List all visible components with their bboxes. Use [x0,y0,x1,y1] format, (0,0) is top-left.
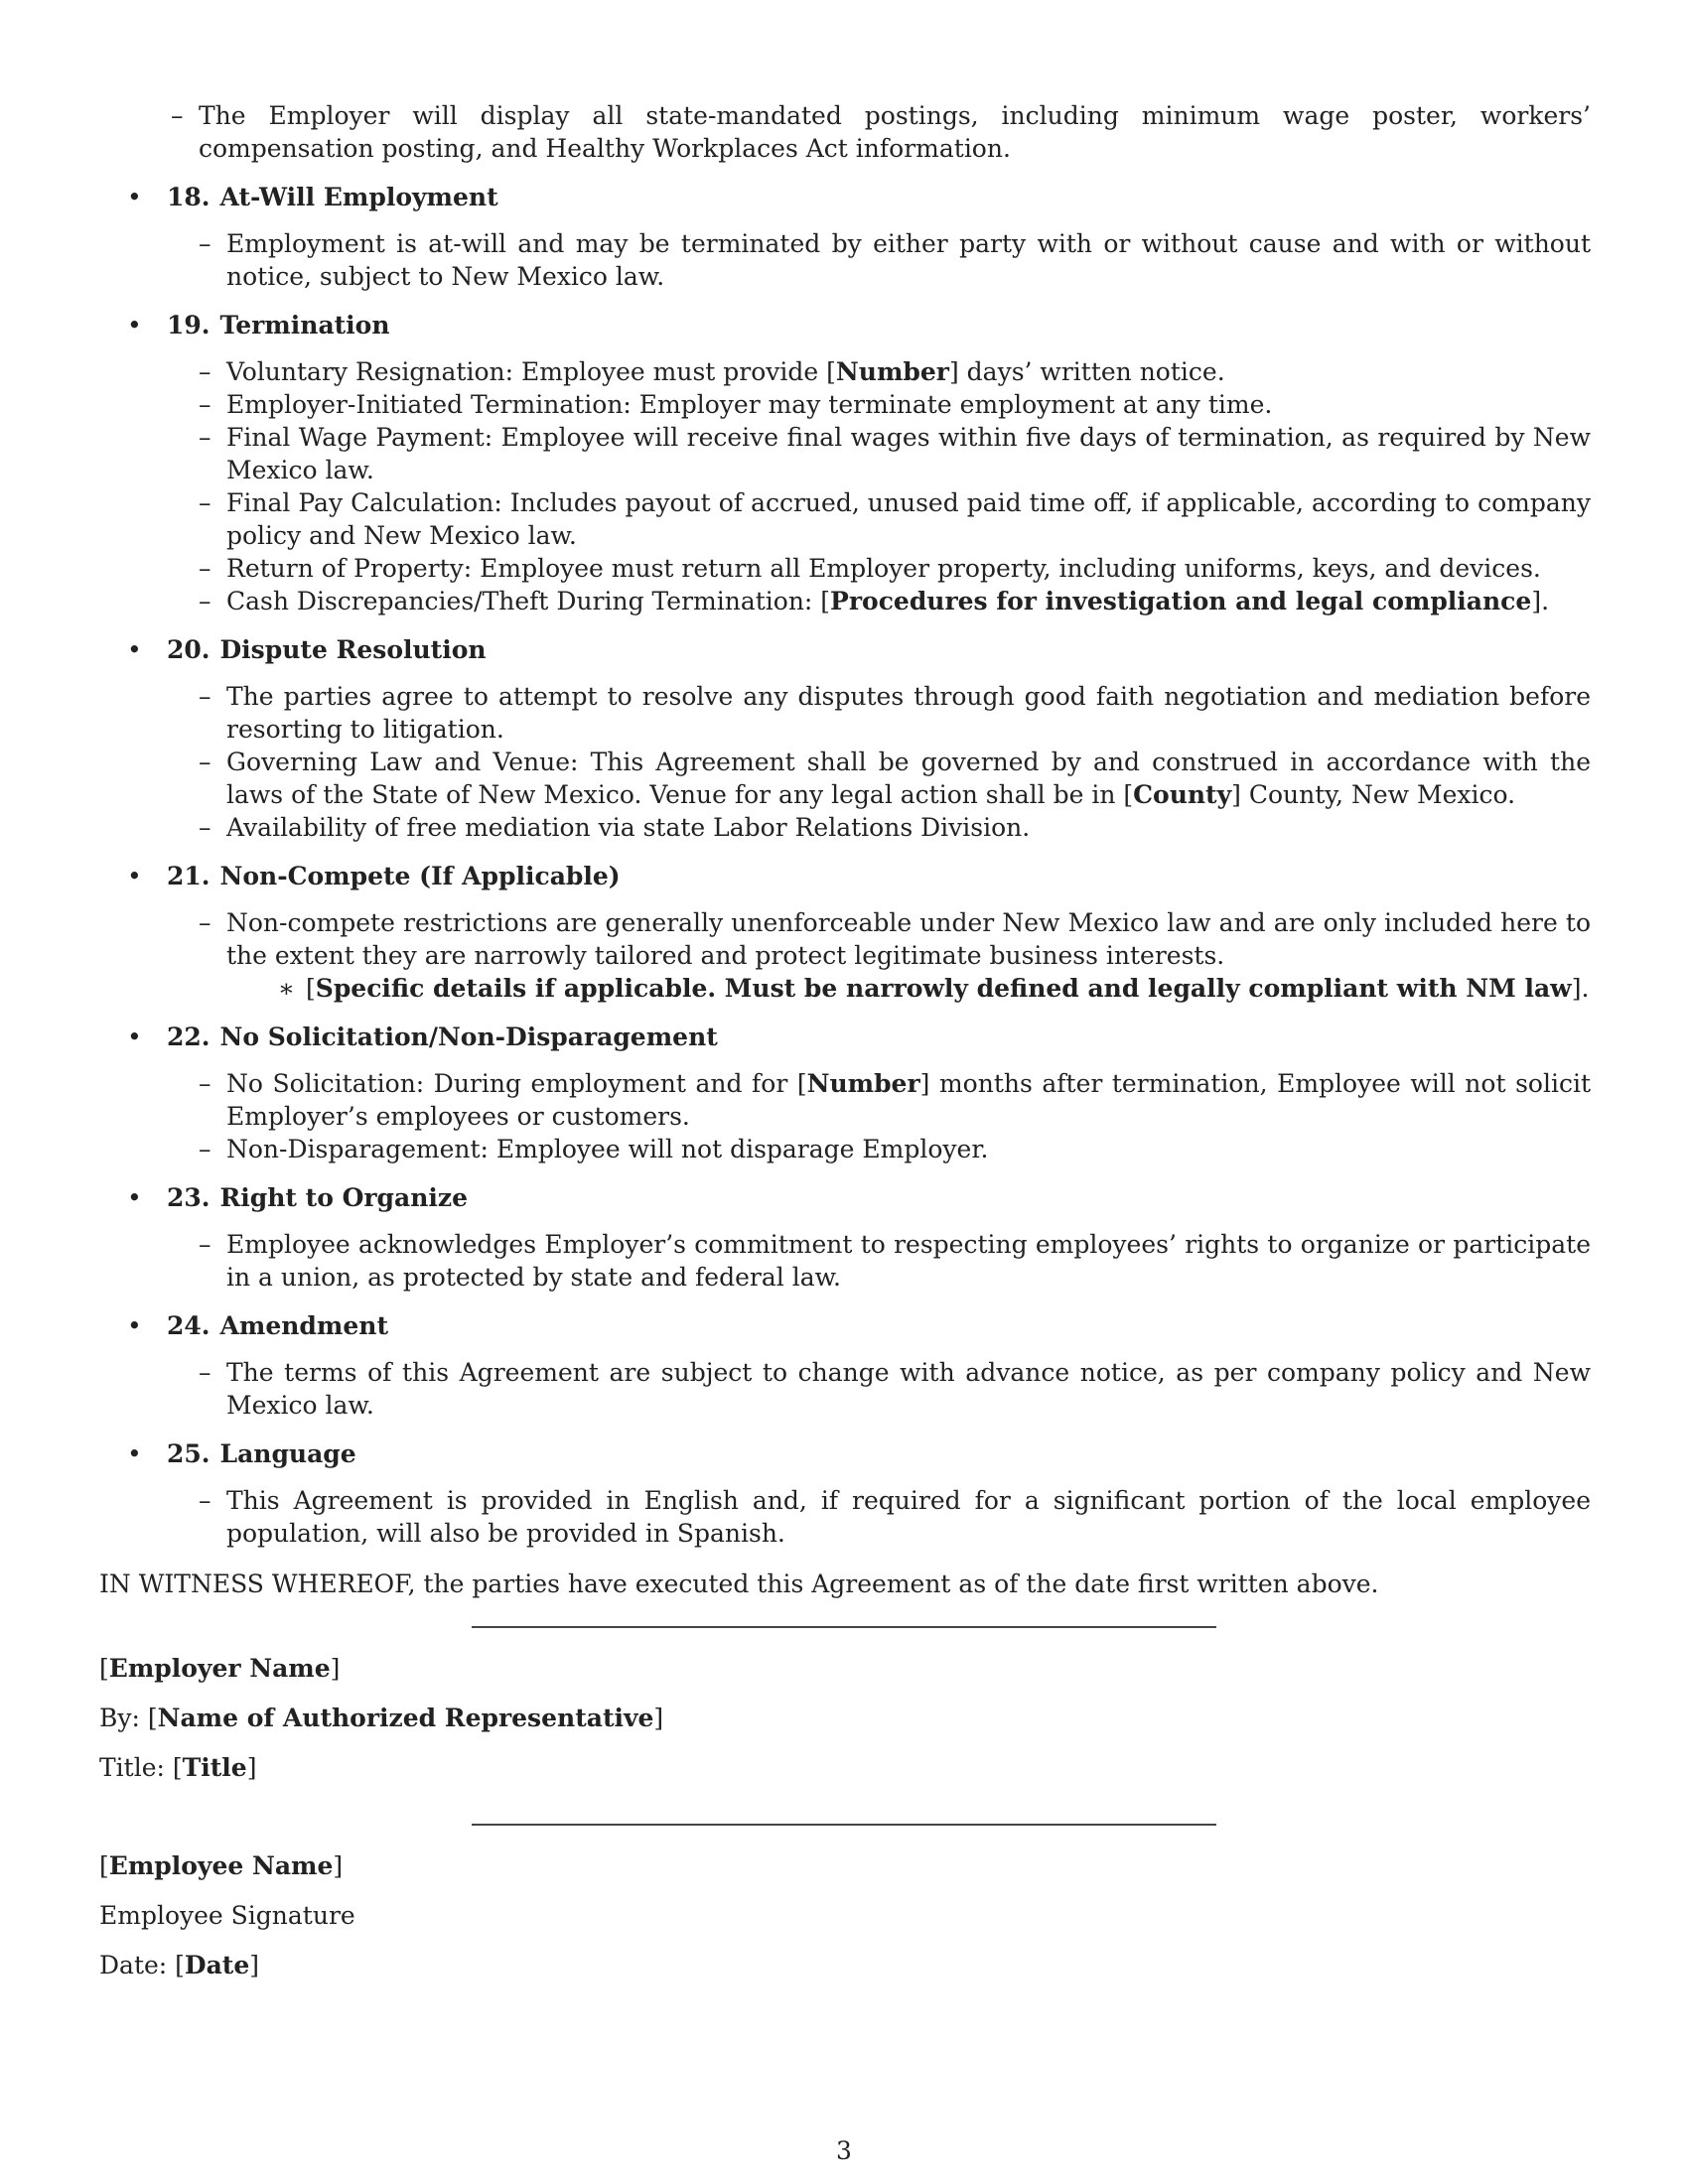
section-number: 21. [167,862,211,890]
list-item-text: The parties agree to attempt to resolve any disputes through good faith negotiation and mediation before resorting to litigation. [226,682,1591,744]
section-number: 25. [167,1439,211,1468]
section-title: At-Will Employment [219,183,498,211]
dash-marker: – [199,554,211,583]
placeholder-field: Number [835,357,949,386]
section-heading [127,1181,1591,1214]
bullet-icon: • [127,1439,142,1468]
placeholder-field: County [1133,780,1232,809]
list-item-text: [ [306,974,316,1003]
dash-marker: – [199,357,211,386]
section-19 [127,309,1591,617]
dash-marker: – [199,390,211,419]
section-number: 20. [167,635,211,664]
section-heading [127,309,1591,341]
witness-clause: IN WITNESS WHEREOF, the parties have executed this Agreement as of the date first written above. [99,1570,1379,1598]
section-heading [127,860,1591,892]
dash-marker: – [199,1069,211,1098]
employer-signature-line[interactable] [472,1626,1216,1628]
placeholder-field: Employee Name [108,1851,334,1880]
section-heading [127,633,1591,666]
dash-marker: – [199,1135,211,1163]
employer-title: Title: [Title] [99,1753,257,1782]
bullet-icon: • [127,635,142,664]
page-number: 3 [836,2136,852,2165]
employer-name: [Employer Name] [99,1654,341,1683]
list-item [199,1484,1591,1550]
list-item-text: Return of Property: Employee must return all Employer property, including uniforms, keys, and devices. [226,554,1541,583]
section-number: 24. [167,1311,211,1340]
section-number: 18. [167,183,211,211]
section-heading [127,1309,1591,1342]
list-item-text: ] months after termination, Employee will not solicit Employer’s employees or customers. [226,1069,1591,1131]
list-item [199,388,1591,421]
list-item-text: Final Pay Calculation: Includes payout of accrued, unused paid time off, if applicable, according to company policy and New Mexico law. [226,488,1591,550]
dash-marker: – [199,488,211,517]
list-item-text: The terms of this Agreement are subject to change with advance notice, as per company policy and New Mexico law. [226,1358,1591,1420]
bullet-icon: • [127,183,142,211]
section-22 [127,1021,1591,1165]
dash-marker: – [199,1230,211,1259]
employer-by: By: [Name of Authorized Representative] [99,1704,664,1732]
list-item [199,680,1591,746]
employee-name: [Employee Name] [99,1851,344,1880]
placeholder-field: Title [182,1753,247,1782]
list-item-text: Non-compete restrictions are generally unenforceable under New Mexico law and are only included here to the extent they are narrowly tailored and protect legitimate business interests. [226,908,1591,970]
list-item-text: Voluntary Resignation: Employee must provide [ [226,357,836,386]
section-title: Non-Compete (If Applicable) [219,862,621,890]
section-21 [127,860,1591,1005]
section-heading [127,181,1591,213]
list-item-text: Governing Law and Venue: This Agreement shall be governed by and construed in accordance with the laws of the State of New Mexico. Venue for any legal action shall be in [ [226,748,1591,809]
list-item [199,552,1591,585]
section-heading [127,1021,1591,1053]
bullet-icon: • [127,862,142,890]
employee-signature-label: Employee Signature [99,1901,355,1930]
by-label: By: [99,1704,140,1732]
list-item [199,227,1591,293]
section-heading [127,1437,1591,1470]
dash-marker: – [171,101,184,130]
intro-text: The Employer will display all state-mandated postings, including minimum wage poster, workers’ compensation posting, and Healthy Workplaces Act information. [199,101,1591,163]
placeholder-field: Number [806,1069,920,1098]
section-23 [127,1181,1591,1294]
list-item [199,355,1591,388]
placeholder-field: Name of Authorized Representative [157,1704,654,1732]
employee-date: Date: [Date] [99,1951,260,1979]
list-item [199,746,1591,811]
list-item-text: ] County, New Mexico. [1231,780,1516,809]
employee-signature-block [99,1849,1591,1981]
section-number: 23. [167,1183,211,1212]
employer-signature-block [99,1652,1591,1784]
dash-marker: – [199,423,211,452]
section-20 [127,633,1591,844]
section-title: Dispute Resolution [219,635,487,664]
bullet-icon: • [127,311,142,340]
list-item-text: ] days’ written notice. [948,357,1225,386]
document-page [99,99,1591,1981]
section-title: Language [219,1439,356,1468]
section-25 [127,1437,1591,1550]
dash-marker: – [199,1358,211,1387]
bullet-icon: • [127,1183,142,1212]
list-item-text: ]. [1571,974,1590,1003]
list-item [199,811,1591,844]
list-item-text: This Agreement is provided in English and, if required for a significant portion of the local employee population, will also be provided in Spanish. [226,1486,1591,1548]
placeholder-field: Procedures for investigation and legal compliance [830,587,1532,615]
section-title: Right to Organize [219,1183,469,1212]
section-18 [127,181,1591,293]
list-item [199,1067,1591,1133]
list-item-text: Final Wage Payment: Employee will receive final wages within five days of termination, as required by New Mexico law. [226,423,1591,484]
dash-marker: – [199,682,211,711]
list-item [199,1133,1591,1165]
dash-marker: – [199,748,211,776]
placeholder-field: Date [184,1951,250,1979]
section-title: Termination [219,311,390,340]
section-title: No Solicitation/Non-Disparagement [219,1023,718,1051]
list-item-text: Employment is at-will and may be terminated by either party with or without cause and with or without notice, subject to New Mexico law. [226,229,1591,291]
list-item [199,906,1591,972]
section-number: 22. [167,1023,211,1051]
list-item-text: Availability of free mediation via state Labor Relations Division. [226,813,1031,842]
list-item-text: Employer-Initiated Termination: Employer may terminate employment at any time. [226,390,1273,419]
list-item-text: ]. [1531,587,1550,615]
dash-marker: – [199,813,211,842]
nested-list-item [278,972,1591,1005]
list-item [199,1228,1591,1294]
list-item [199,421,1591,486]
list-item [199,1356,1591,1422]
date-label: Date: [99,1951,168,1979]
placeholder-field: Employer Name [108,1654,331,1683]
dash-marker: – [199,1486,211,1515]
dash-marker: – [199,908,211,937]
list-item-text: Cash Discrepancies/Theft During Termination: [ [226,587,831,615]
section-number: 19. [167,311,211,340]
list-item-text: No Solicitation: During employment and for [ [226,1069,807,1098]
list-item [199,585,1591,617]
placeholder-field: Specific details if applicable. Must be narrowly defined and legally compliant with NM law [315,974,1572,1003]
employee-signature-line[interactable] [472,1824,1216,1826]
bullet-icon: • [127,1311,142,1340]
dash-marker: – [199,229,211,258]
list-item [199,486,1591,552]
section-title: Amendment [219,1311,388,1340]
intro-item [171,99,1591,165]
dash-marker: – [199,587,211,615]
section-24 [127,1309,1591,1422]
list-item-text: Employee acknowledges Employer’s commitment to respecting employees’ rights to organize or participate in a union, as protected by state and federal law. [226,1230,1591,1292]
list-item-text: Non-Disparagement: Employee will not disparage Employer. [226,1135,989,1163]
title-label: Title: [99,1753,165,1782]
bullet-icon: • [127,1023,142,1051]
asterisk-marker: ∗ [278,974,295,1003]
